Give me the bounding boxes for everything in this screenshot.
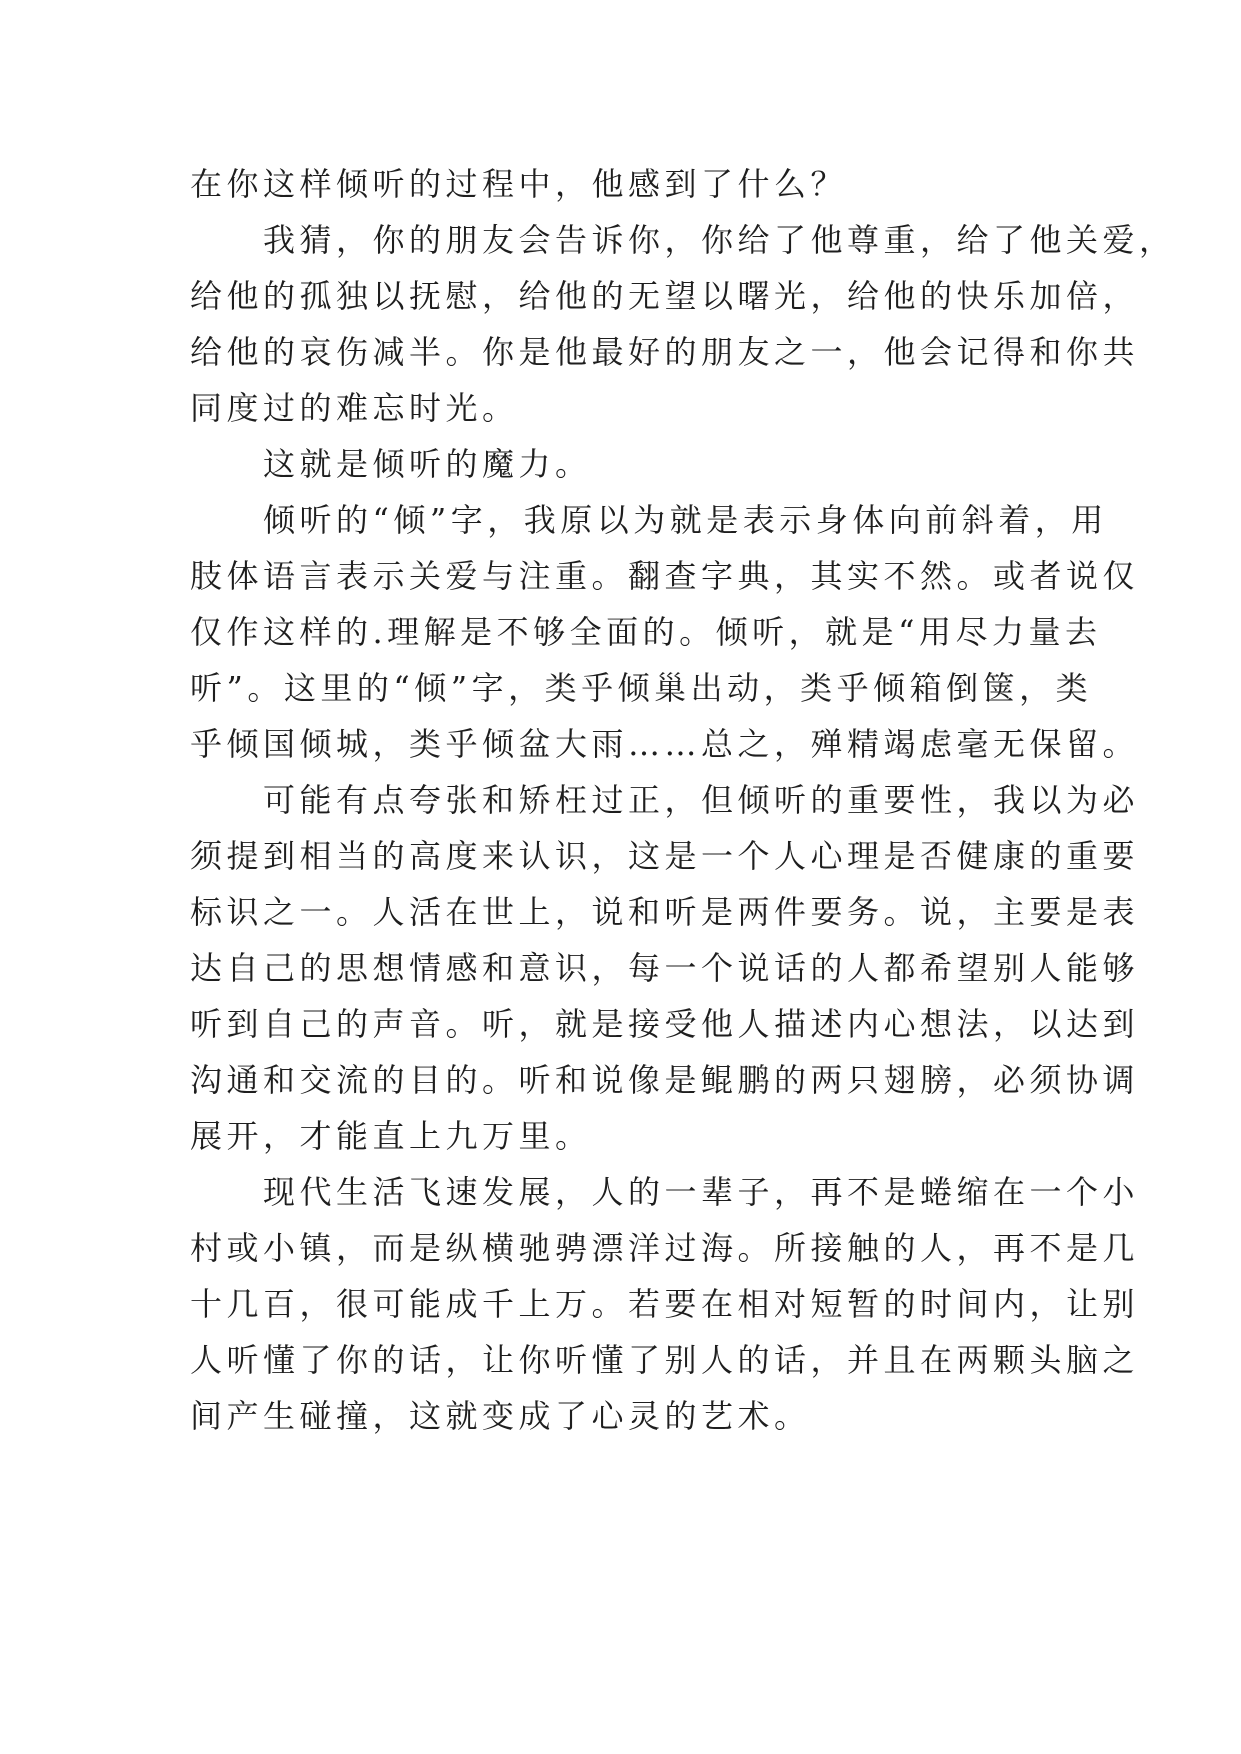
- text-line: 这就是倾听的魔力。: [190, 445, 592, 483]
- text-line: 十几百，很可能成千上万。若要在相对短暂的时间内，让别: [190, 1285, 1140, 1323]
- text-line: 展开，才能直上九万里。: [190, 1117, 592, 1155]
- text-line: 在你这样倾听的过程中，他感到了什么？: [190, 165, 848, 203]
- text-line: 人听懂了你的话，让你听懂了别人的话，并且在两颗头脑之: [190, 1341, 1140, 1379]
- text-line: 间产生碰撞，这就变成了心灵的艺术。: [190, 1397, 811, 1435]
- body-text: [190, 156, 1176, 1444]
- text-line: 肢体语言表示关爱与注重。翻查字典，其实不然。或者说仅: [190, 557, 1140, 595]
- text-line: 可能有点夸张和矫枉过正，但倾听的重要性，我以为必: [190, 781, 1140, 819]
- text-line: 达自己的思想情感和意识，每一个说话的人都希望别人能够: [190, 949, 1140, 987]
- text-line: 须提到相当的高度来认识，这是一个人心理是否健康的重要: [190, 837, 1140, 875]
- text-line: 乎倾国倾城，类乎倾盆大雨……总之，殚精竭虑毫无保留。: [190, 725, 1140, 763]
- text-line: 同度过的难忘时光。: [190, 389, 519, 427]
- text-line: 标识之一。人活在世上，说和听是两件要务。说，主要是表: [190, 893, 1140, 931]
- text-line: 我猜，你的朋友会告诉你，你给了他尊重，给了他关爱，: [190, 221, 1176, 259]
- text-line: 现代生活飞速发展，人的一辈子，再不是蜷缩在一个小: [190, 1173, 1140, 1211]
- text-line: 村或小镇，而是纵横驰骋漂洋过海。所接触的人，再不是几: [190, 1229, 1140, 1267]
- text-line: 听”。这里的“倾”字，类乎倾巢出动，类乎倾箱倒箧，类: [190, 669, 1093, 707]
- text-line: 仅作这样的.理解是不够全面的。倾听，就是“用尽力量去: [190, 613, 1102, 651]
- text-line: 给他的哀伤减半。你是他最好的朋友之一，他会记得和你共: [190, 333, 1140, 371]
- text-line: 听到自己的声音。听，就是接受他人描述内心想法，以达到: [190, 1005, 1140, 1043]
- text-line: 给他的孤独以抚慰，给他的无望以曙光，给他的快乐加倍，: [190, 277, 1140, 315]
- text-line: 沟通和交流的目的。听和说像是鲲鹏的两只翅膀，必须协调: [190, 1061, 1140, 1099]
- text-line: 倾听的“倾”字，我原以为就是表示身体向前斜着，用: [190, 501, 1108, 539]
